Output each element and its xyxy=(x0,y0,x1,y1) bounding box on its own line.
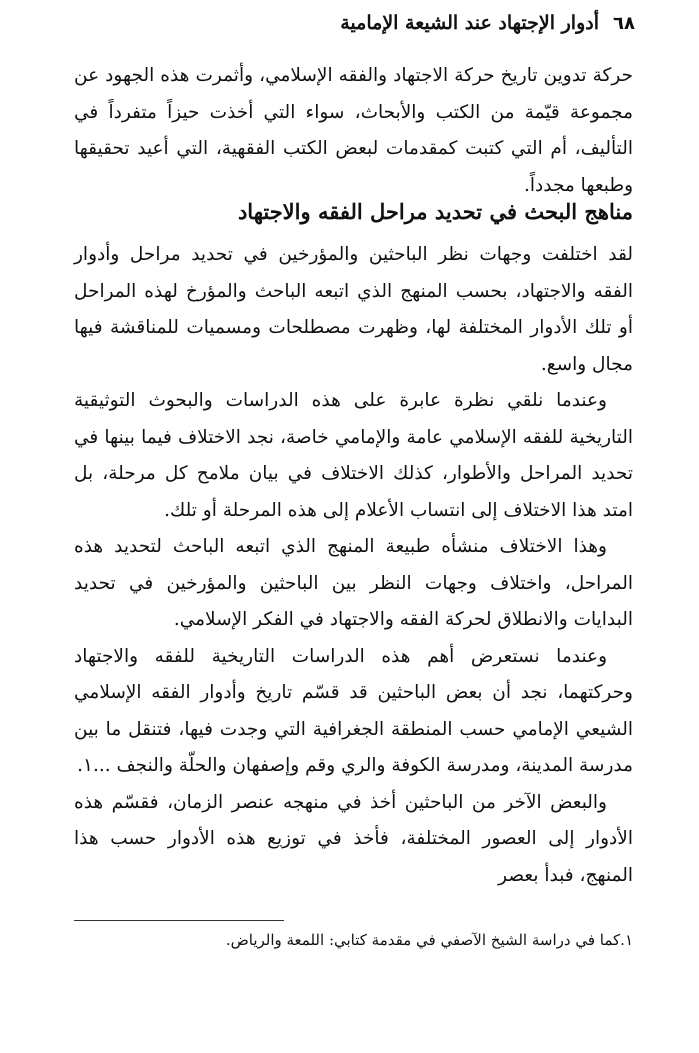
paragraph-3: وهذا الاختلاف منشأه طبيعة المنهج الذي اتبعه الباحث لتحديد هذه المراحل، واختلاف وجهات النظر بين الباحثين والمؤرخين في تحديد البدايات والانطلاق لحركة الفقه والاجتهاد في الفكر الإسلامي. xyxy=(74,536,633,630)
footnote-divider xyxy=(74,920,284,921)
running-title: أدوار الإجتهاد عند الشيعة الإمامية xyxy=(340,12,600,34)
footnote: ١.كما في دراسة الشيخ الآصفي في مقدمة كتابي: اللمعة والرياض. xyxy=(225,931,633,949)
section-heading: مناهج البحث في تحديد مراحل الفقه والاجتهاد xyxy=(237,199,633,224)
page-number: ٦٨ xyxy=(613,12,635,34)
body-text xyxy=(74,237,633,894)
paragraph-1: لقد اختلفت وجهات نظر الباحثين والمؤرخين في تحديد مراحل وأدوار الفقه والاجتهاد، بحسب المنهج الذي اتبعه الباحث والمؤرخ لهذه المراحل أو تلك الأدوار المختلفة لها، وظهرت مصطلحات ومسميات للمناقشة فيها مجال واسع. xyxy=(74,244,633,375)
paragraph-2: وعندما نلقي نظرة عابرة على هذه الدراسات والبحوث التوثيقية التاريخية للفقه الإسلامي عامة والإمامي خاصة، نجد الاختلاف فيما بينها في تحديد المراحل والأطوار، كذلك الاختلاف في بيان ملامح كل مرحلة، بل امتد هذا الاختلاف إلى انتساب الأعلام إلى هذه المرحلة أو تلك. xyxy=(74,390,633,521)
paragraph-5: والبعض الآخر من الباحثين أخذ في منهجه عنصر الزمان، فقسّم هذه الأدوار إلى العصور المختلفة، فأخذ في توزيع هذه الأدوار حسب هذا المنهج، فبدأ بعصر xyxy=(74,791,633,886)
paragraph-4: وعندما نستعرض أهم هذه الدراسات التاريخية للفقه والاجتهاد وحركتهما، نجد أن بعض الباحثين قد قسّم تاريخ وأدوار الفقه الإسلامي الشيعي الإمامي حسب المنطقة الجغرافية التي وجدت فيها، فتنقل ما بين مدرسة المدينة، ومدرسة الكوفة والري وقم وإصفهان والحلّة والنجف ...١. xyxy=(74,645,633,776)
intro-paragraph: حركة تدوين تاريخ حركة الاجتهاد والفقه الإسلامي، وأثمرت هذه الجهود عن مجموعة قيّمة من الكتب والأبحاث، سواء التي أخذت حيزاً متفرداً في التأليف، أم التي كتبت كمقدمات لبعض الكتب الفقهية، التي أعيد تحقيقها وطبعها مجدداً. xyxy=(74,65,633,196)
running-header xyxy=(70,6,635,40)
intro-paragraph-block xyxy=(74,58,633,204)
